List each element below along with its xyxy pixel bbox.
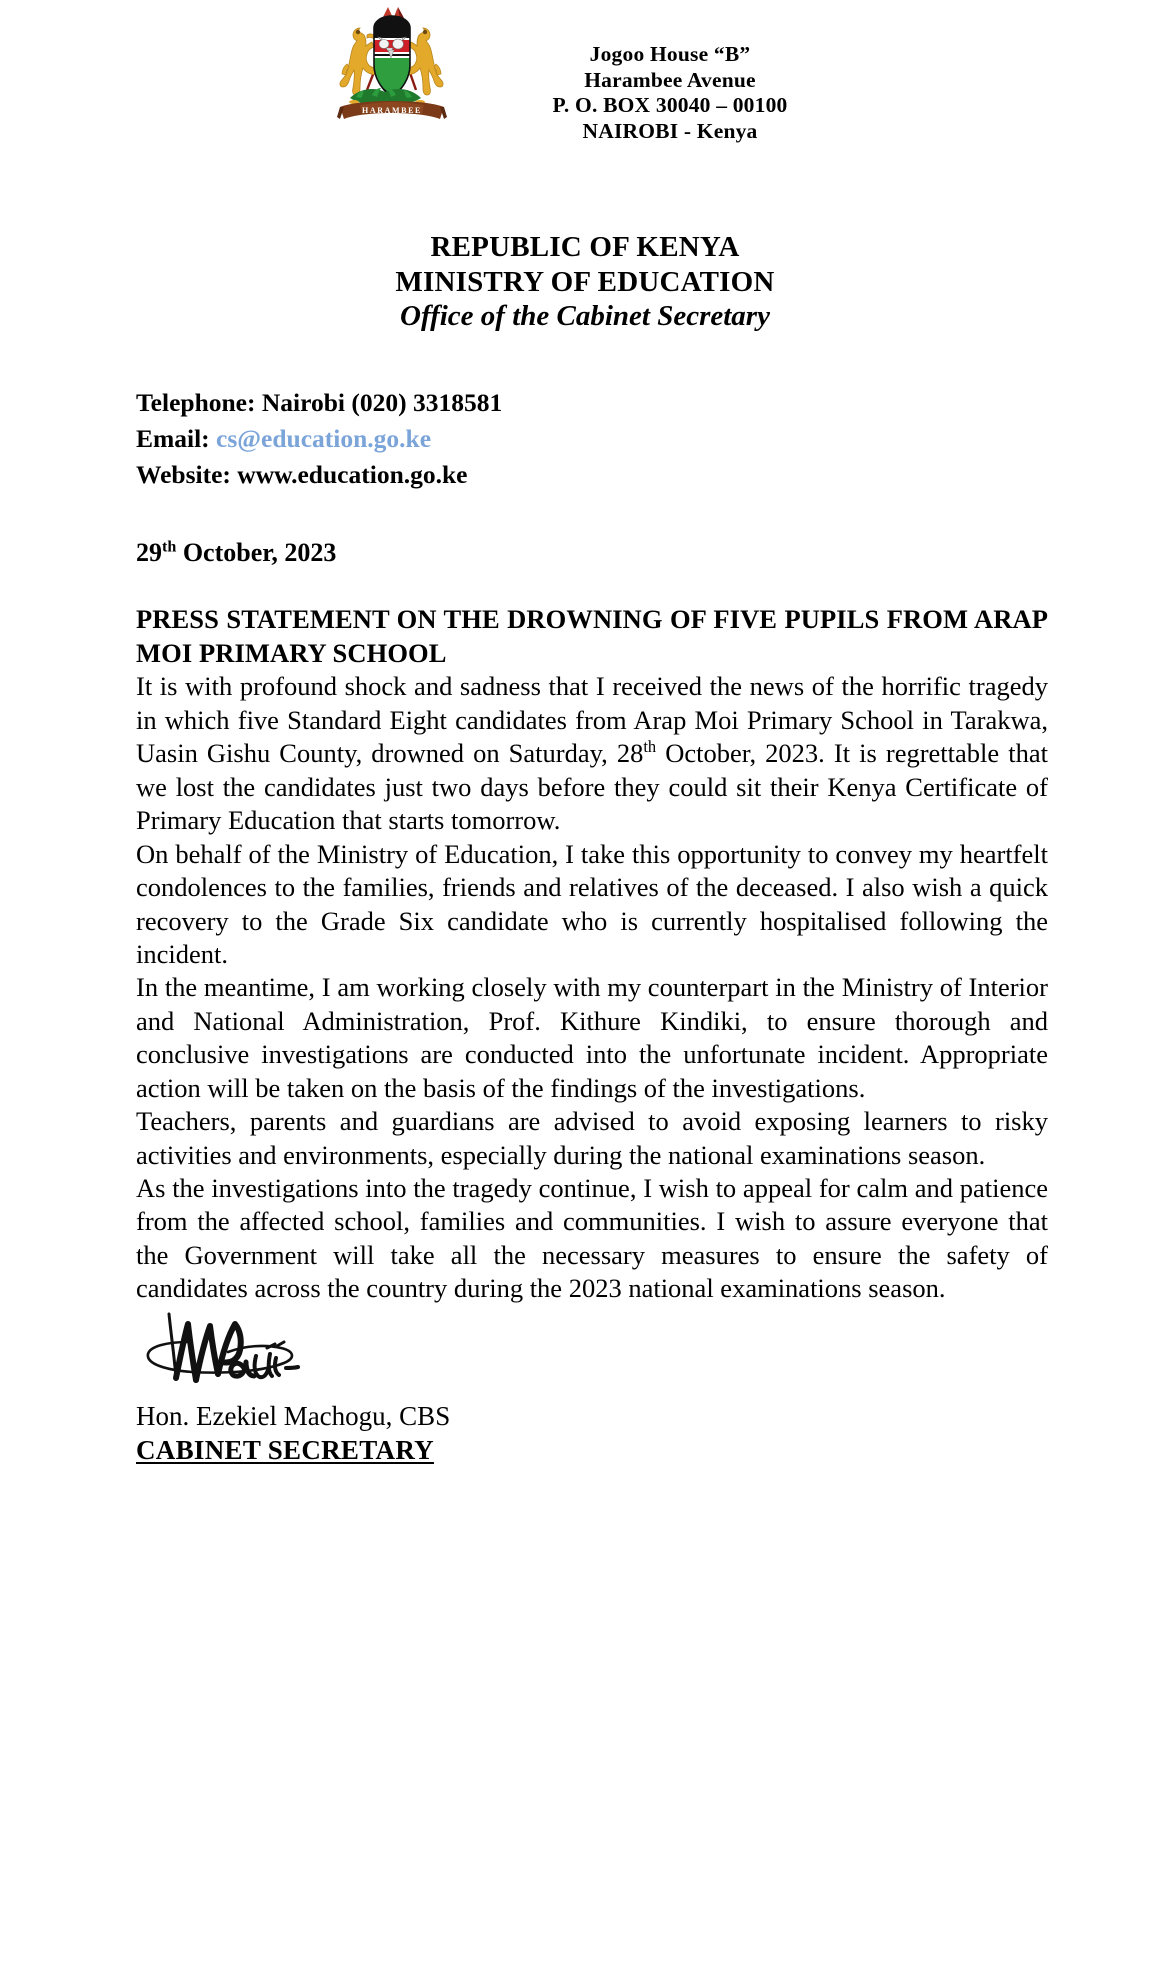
paragraph-1 — [136, 670, 1048, 837]
paragraph-1-ordinal: th — [643, 737, 657, 757]
postal-address — [480, 2, 860, 144]
signoff-block — [136, 1400, 1170, 1468]
paragraph-1-part-a: It is with profound shock and sadness that I received the news of the horrific tragedy in which five Standard Eight candidates from Arap Moi Primary School in Tarakwa, Uasin Gishu County, drowned on Saturday, 28 — [136, 671, 1048, 769]
signature-area — [136, 1312, 1170, 1404]
republic-title: REPUBLIC OF KENYA — [430, 231, 740, 264]
address-line-4: NAIROBI - Kenya — [582, 118, 758, 143]
office-subtitle: Office of the Cabinet Secretary — [400, 299, 770, 332]
address-line-1: Jogoo House “B” — [589, 42, 751, 66]
organisation-title — [0, 230, 1170, 333]
letterhead — [0, 0, 1170, 144]
paragraph-5: As the investigations into the tragedy continue, I wish to appeal for calm and patience from the affected school, families and communities. I wish to assure everyone that the Government will take all the necessary measures to ensure the safety of candidates across the country during the 2023 national examinations season. — [136, 1173, 1048, 1304]
signatory-role: CABINET SECRETARY — [136, 1435, 434, 1466]
email-line — [136, 421, 1170, 457]
paragraph-1-part-b: October, 2023. It is regrettable that we lost the candidates just two days before they could sit their Kenya Certificate of Primary Education that starts tomorrow. — [136, 738, 1048, 836]
date-ordinal: th — [162, 537, 177, 555]
telephone-line: Telephone: Nairobi (020) 3318581 — [136, 387, 503, 417]
press-statement-headline: PRESS STATEMENT ON THE DROWNING OF FIVE PUPILS FROM ARAP MOI PRIMARY SCHOOL — [136, 603, 1048, 669]
paragraph-3: In the meantime, I am working closely with my counterpart in the Ministry of Interior and National Administration, Prof. Kithure Kindiki, to ensure thorough and conclusive investigations are conducted into the unfortunate incident. Appropriate action will be taken on the basis of the findings of the investigations. — [136, 972, 1048, 1103]
handwritten-signature-icon — [136, 1306, 406, 1406]
website-line[interactable]: Website: www.education.go.ke — [136, 460, 468, 490]
contact-block — [136, 385, 1170, 494]
ministry-title: MINISTRY OF EDUCATION — [395, 265, 775, 298]
kenya-coat-of-arms-icon — [320, 2, 450, 142]
svg-text:HARAMBEE: HARAMBEE — [362, 106, 422, 115]
date-rest: October, 2023 — [176, 537, 337, 567]
email-label: Email: — [136, 424, 217, 454]
paragraph-4: Teachers, parents and guardians are advised to avoid exposing learners to risky activities and environments, especially during the national examinations season. — [136, 1106, 1048, 1170]
statement-body — [136, 602, 1048, 1306]
address-line-3: P. O. BOX 30040 – 00100 — [552, 93, 788, 118]
date-day: 29 — [136, 537, 162, 567]
signatory-name: Hon. Ezekiel Machogu, CBS — [136, 1400, 451, 1431]
paragraph-2: On behalf of the Ministry of Education, I take this opportunity to convey my heartfelt condolences to the families, friends and relatives of the deceased. I also wish a quick recovery to the Grade Six candidate who is currently hospitalised following the incident. — [136, 838, 1048, 969]
email-address-link[interactable]: cs@education.go.ke — [216, 424, 432, 454]
address-line-2: Harambee Avenue — [584, 67, 756, 92]
document-date — [136, 538, 1170, 568]
